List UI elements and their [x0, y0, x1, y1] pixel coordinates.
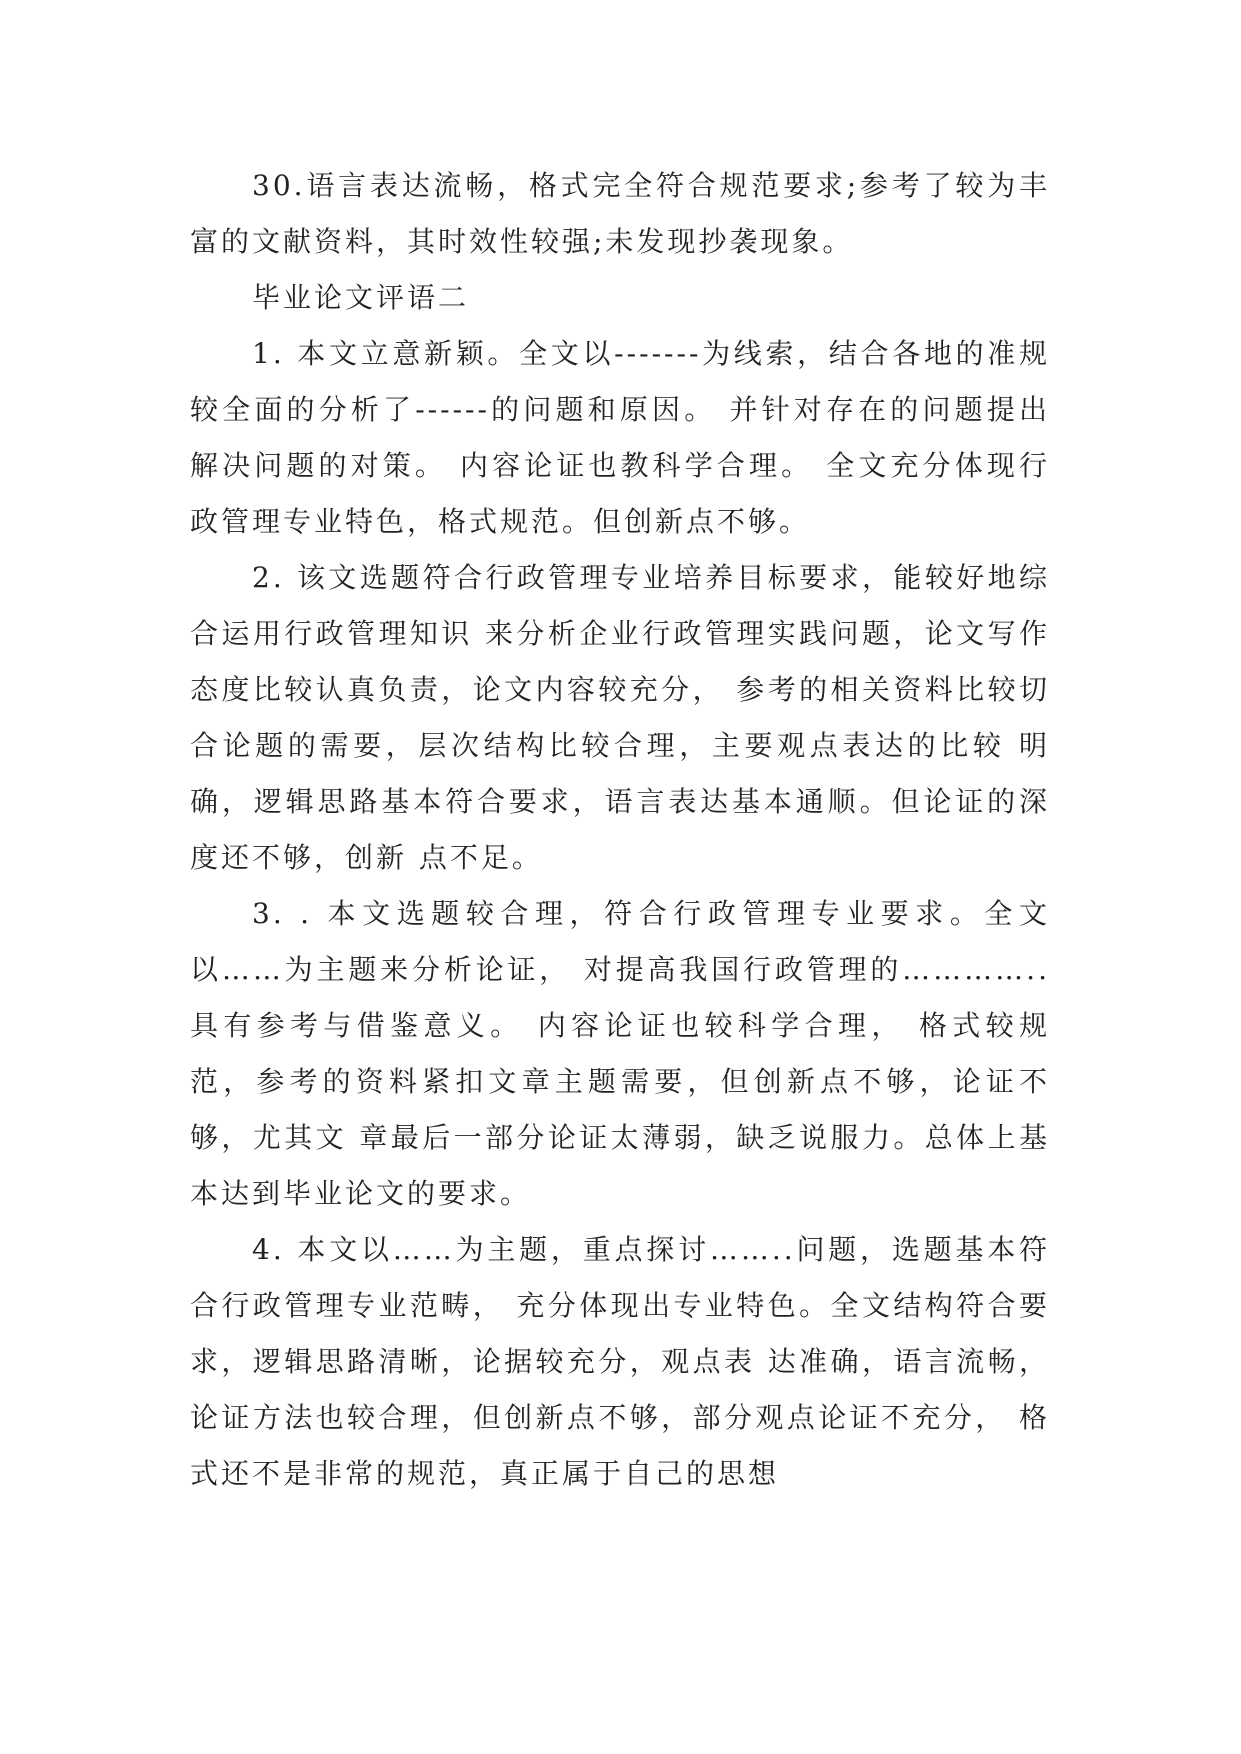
paragraph-comment-2: 2. 该文选题符合行政管理专业培养目标要求，能较好地综合运用行政管理知识 来分析企业行政管理实践问题，论文写作态度比较认真负责，论文内容较充分， 参考的相关资料比较切合论题的需要，层次结构比较合理，主要观点表达的比较 明确，逻辑思路基本符合要求，语言表达基本通顺。但论证的深度还不够，创新 点不足。	[190, 561, 1050, 874]
paragraph-comment-4: 4. 本文以……为主题，重点探讨……..问题，选题基本符合行政管理专业范畴， 充分体现出专业特色。全文结构符合要求，逻辑思路清晰，论据较充分，观点表 达准确，语言流畅，论证方法也较合理，但创新点不够，部分观点论证不充分， 格式还不是非常的规范，真正属于自己的思想	[190, 1233, 1050, 1490]
paragraph-item-30: 30.语言表达流畅，格式完全符合规范要求;参考了较为丰富的文献资料，其时效性较强;未发现抄袭现象。	[190, 169, 1050, 258]
section-heading: 毕业论文评语二	[252, 281, 470, 314]
document-body	[190, 158, 1050, 1502]
paragraph-comment-3: 3. . 本文选题较合理，符合行政管理专业要求。全文以……为主题来分析论证， 对提高我国行政管理的…………..具有参考与借鉴意义。 内容论证也较科学合理， 格式较规范，参考的资料紧扣文章主题需要，但创新点不够，论证不够，尤其文 章最后一部分论证太薄弱，缺乏说服力。总体上基本达到毕业论文的要求。	[190, 897, 1050, 1210]
paragraph-comment-1: 1. 本文立意新颖。全文以-------为线索，结合各地的准规较全面的分析了------的问题和原因。 并针对存在的问题提出解决问题的对策。 内容论证也教科学合理。 全文充分体现行政管理专业特色，格式规范。但创新点不够。	[190, 337, 1050, 538]
